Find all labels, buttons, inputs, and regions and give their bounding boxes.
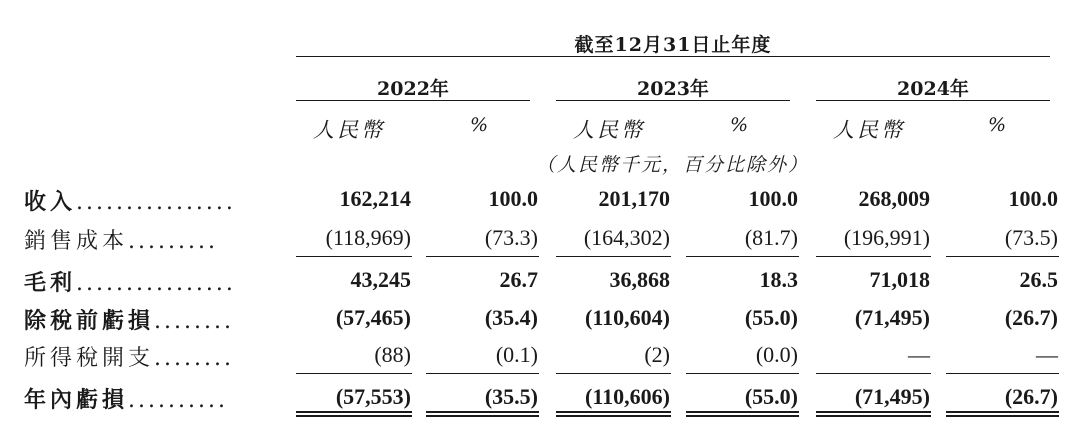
row-label-gross-profit [24, 266, 236, 297]
cell-loss-before-tax-2022-amount: (57,465) [335, 305, 411, 330]
cell-income-tax-2022-amount: (88) [374, 342, 411, 367]
year-rule-2022 [296, 100, 530, 101]
subtotal-rule [426, 373, 539, 374]
cell-gross-profit-2024-pct: 26.5 [1019, 267, 1058, 292]
unit-note: （人民幣千元，百分比除外） [536, 154, 810, 176]
pct-label-2024: % [988, 114, 1007, 136]
leader-dots: ......... [128, 229, 218, 254]
row-label-text: 收入 [24, 189, 77, 215]
period-header: 截至12月31日止年度 [574, 34, 772, 56]
subtotal-rule [686, 256, 799, 257]
leader-dots: ................ [76, 190, 236, 215]
pct-label-2023: % [730, 114, 749, 136]
row-label-text: 毛利 [24, 270, 77, 296]
unit-label-2023: 人民幣 [573, 118, 645, 142]
double-underline [556, 411, 671, 417]
year-rule-2023 [556, 100, 790, 101]
row-label-text: 年內虧損 [24, 387, 129, 413]
cell-income-tax-2023-pct: (0.0) [755, 342, 798, 367]
leader-dots: .......... [128, 388, 228, 413]
cell-loss-before-tax-2023-amount: (110,604) [585, 305, 670, 330]
year-2023: 2023年 [637, 78, 709, 100]
unit-label-2022: 人民幣 [313, 118, 385, 142]
cell-gross-profit-2023-pct: 18.3 [759, 267, 798, 292]
row-label-cost-of-sales [24, 224, 218, 255]
double-underline [946, 411, 1059, 417]
subtotal-rule [296, 256, 412, 257]
subtotal-rule [296, 373, 412, 374]
cell-gross-profit-2023-amount: 36,868 [609, 267, 670, 292]
row-label-text: 銷售成本 [24, 229, 129, 254]
leader-dots: ................ [76, 271, 236, 296]
cell-income-tax-2024-amount: — [908, 342, 930, 367]
double-underline [816, 411, 931, 417]
row-label-revenue [24, 185, 236, 216]
year-2024: 2024年 [897, 78, 969, 100]
leader-dots: ........ [154, 346, 234, 371]
subtotal-rule [556, 256, 671, 257]
pct-label-2022: % [470, 114, 489, 136]
cell-loss-for-year-2022-amount: (57,553) [335, 384, 411, 409]
cell-gross-profit-2024-amount: 71,018 [869, 267, 930, 292]
row-label-loss-before-tax [24, 304, 234, 335]
subtotal-rule [556, 373, 671, 374]
cell-gross-profit-2022-amount: 43,245 [350, 267, 411, 292]
cell-cost-2024-amount: (196,991) [843, 225, 930, 250]
double-underline [426, 411, 539, 417]
cell-cost-2023-pct: (81.7) [744, 225, 798, 250]
unit-label-2024: 人民幣 [833, 118, 905, 142]
row-label-loss-for-year [24, 383, 228, 414]
cell-loss-for-year-2024-amount: (71,495) [854, 384, 930, 409]
cell-loss-for-year-2023-amount: (110,606) [585, 384, 670, 409]
subtotal-rule [816, 373, 931, 374]
subtotal-rule [946, 256, 1059, 257]
subtotal-rule [946, 373, 1059, 374]
cell-loss-before-tax-2022-pct: (35.4) [484, 305, 538, 330]
cell-revenue-2024-amount: 268,009 [858, 186, 930, 211]
cell-revenue-2023-amount: 201,170 [598, 186, 670, 211]
double-underline [296, 411, 412, 417]
cell-loss-for-year-2024-pct: (26.7) [1004, 384, 1058, 409]
cell-cost-2022-amount: (118,969) [325, 225, 411, 250]
double-underline [686, 411, 799, 417]
cell-loss-for-year-2023-pct: (55.0) [744, 384, 798, 409]
cell-income-tax-2023-amount: (2) [644, 342, 670, 367]
cell-revenue-2024-pct: 100.0 [1008, 186, 1058, 211]
subtotal-rule [426, 256, 539, 257]
cell-income-tax-2022-pct: (0.1) [495, 342, 538, 367]
cell-loss-before-tax-2024-amount: (71,495) [854, 305, 930, 330]
cell-cost-2024-pct: (73.5) [1004, 225, 1058, 250]
period-rule [296, 56, 1050, 57]
year-rule-2024 [816, 100, 1050, 101]
cell-loss-before-tax-2023-pct: (55.0) [744, 305, 798, 330]
cell-loss-before-tax-2024-pct: (26.7) [1004, 305, 1058, 330]
year-2022: 2022年 [377, 78, 449, 100]
cell-revenue-2022-pct: 100.0 [488, 186, 538, 211]
cell-income-tax-2024-pct: — [1036, 342, 1058, 367]
row-label-income-tax [24, 341, 234, 372]
row-label-text: 所得稅開支 [24, 346, 155, 371]
subtotal-rule [686, 373, 799, 374]
cell-gross-profit-2022-pct: 26.7 [499, 267, 538, 292]
cell-loss-for-year-2022-pct: (35.5) [484, 384, 538, 409]
cell-cost-2022-pct: (73.3) [484, 225, 538, 250]
subtotal-rule [816, 256, 931, 257]
row-label-text: 除稅前虧損 [24, 308, 155, 334]
cell-revenue-2023-pct: 100.0 [748, 186, 798, 211]
cell-cost-2023-amount: (164,302) [583, 225, 670, 250]
cell-revenue-2022-amount: 162,214 [339, 186, 411, 211]
leader-dots: ........ [154, 309, 234, 334]
